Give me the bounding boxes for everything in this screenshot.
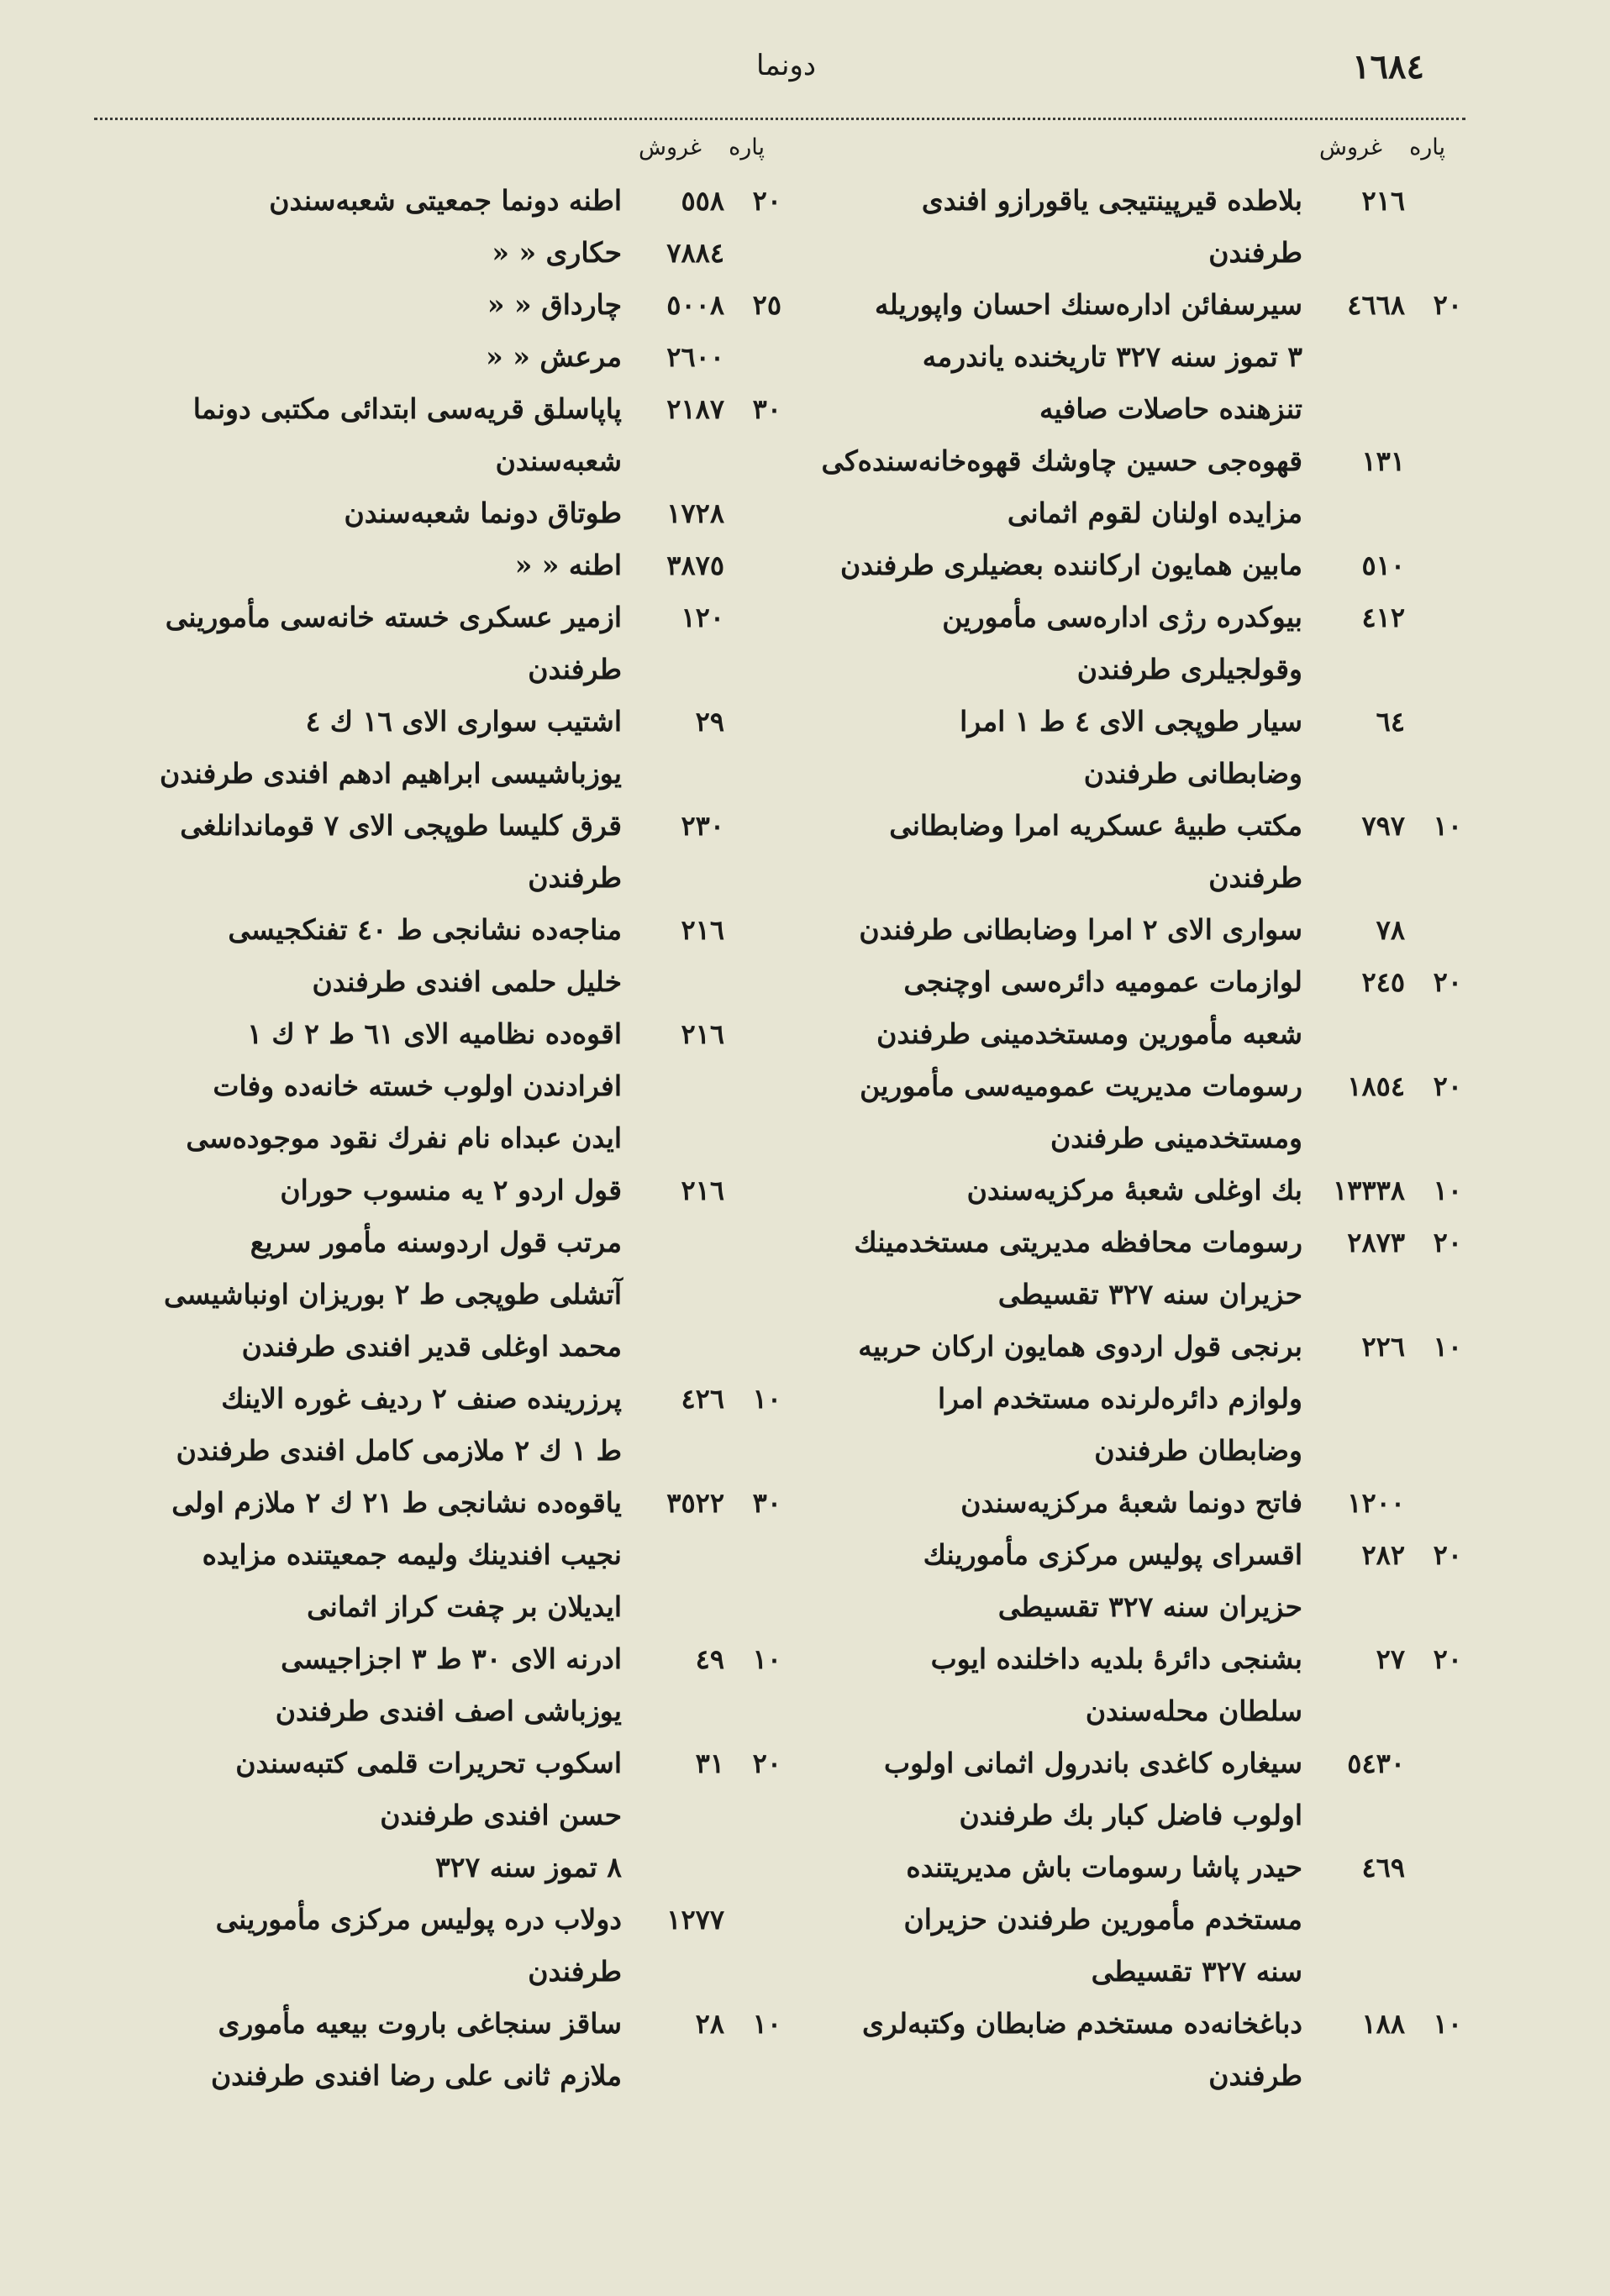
amount xyxy=(1302,956,1462,1008)
ledger-entry xyxy=(790,1321,1462,1477)
amount xyxy=(622,383,781,435)
ledger-entry xyxy=(109,383,781,487)
amount-para xyxy=(738,800,781,852)
amount-para: ٢٠ xyxy=(1433,1643,1462,1675)
amount xyxy=(622,279,781,331)
amount-para: ٢٠ xyxy=(1433,289,1462,321)
entry-description: ساقز سنجاغی باروت بیعیه مأموری ملازم ثانی علی رضا افندی طرفندن xyxy=(210,2007,622,2092)
entry-description: قرق کلیسا طوپجی الای ٧ قوماندانلغی طرفندن xyxy=(180,809,622,894)
amount xyxy=(622,227,781,279)
amount-para xyxy=(1418,591,1462,644)
amount xyxy=(1302,1633,1462,1685)
amount xyxy=(1302,800,1462,852)
header-divider xyxy=(94,118,1465,120)
amount-para xyxy=(1418,1842,1462,1894)
amount xyxy=(622,1164,781,1216)
amount-para: ١٠ xyxy=(1433,2008,1462,2040)
entry-description: برنجی قول اردوی همایون ارکان حربیه ولوازم دائره‌لرنده مستخدم امرا وضابطان طرفندن xyxy=(858,1330,1302,1467)
entry-description: اشتیب سواری الای ١٦ ك ٤ یوزباشیسی ابراهیم ادهم افندی طرفندن xyxy=(159,705,622,790)
amount-gurush: ١٧٢٨ xyxy=(666,497,724,529)
ledger-entry xyxy=(790,956,1462,1060)
ledger-entry xyxy=(109,1477,781,1633)
ledger-entry xyxy=(790,591,1462,696)
running-title: دونما xyxy=(756,49,817,82)
amount-para: ٢٠ xyxy=(1433,1227,1462,1258)
ledger-entry xyxy=(790,435,1462,539)
ledger-entry xyxy=(109,539,781,591)
entry-description: پاپاسلق قریه‌سی ابتدائی مکتبی دونما شعبه‌سندن xyxy=(192,392,622,477)
amount-para: ١٠ xyxy=(752,1643,781,1675)
amount-para xyxy=(738,227,781,279)
ledger-entry xyxy=(109,1894,781,1998)
amount-para: ١٠ xyxy=(752,1383,781,1415)
entry-description: رسومات محافظه مدیریتی مستخدمینك حزیران سنه ٣٢٧ تقسیطی xyxy=(854,1226,1302,1311)
left-column xyxy=(109,126,781,2277)
amount xyxy=(622,904,781,956)
entry-description: ازمیر عسکری خسته خانه‌سی مأمورینی طرفندن xyxy=(165,601,622,686)
para-label: پاره xyxy=(729,134,765,160)
amount-gurush: ٢١٦ xyxy=(681,914,724,946)
entry-description: بلاطده قیرپینتیجی یاقورازو افندی طرفندن xyxy=(921,184,1302,269)
amount-para: ٢٠ xyxy=(752,1747,781,1779)
entry-description: چارداق « « xyxy=(487,288,622,321)
amount xyxy=(622,487,781,539)
amount-para: ١٠ xyxy=(1433,1331,1462,1363)
amount xyxy=(622,800,781,852)
entry-description: یاقوه‌ده نشانجی ط ٢١ ك ٢ ملازم اولی نجیب افندینك ولیمه جمعیتنده مزایده ایدیلان بر چفت کراز اثمانی xyxy=(171,1486,622,1623)
entry-description: اقوه‌ده نظامیه الای ٦١ ط ٢ ك ١ افرادندن اولوب خسته خانه‌ده وفات ایدن عبداه نام نفرك نقود موجوده‌سی xyxy=(186,1017,622,1154)
entry-description: اقسرای پولیس مرکزی مأمورینك حزیران سنه ٣٢٧ تقسیطی xyxy=(923,1538,1302,1623)
amount-para xyxy=(1418,539,1462,591)
entry-description: اطنه « « xyxy=(514,549,622,581)
amount-gurush: ١٣١ xyxy=(1361,445,1405,477)
amount-gurush: ٧٨٨٤ xyxy=(666,237,724,269)
amount-para xyxy=(1418,904,1462,956)
amount xyxy=(1302,1737,1462,1789)
amount-gurush: ٢٨ xyxy=(695,2008,724,2040)
amount-gurush: ٧٨ xyxy=(1376,914,1405,946)
column-header xyxy=(790,126,1462,175)
entry-description: بیوکدره رژی اداره‌سی مأمورین وقولجیلری طرفندن xyxy=(942,601,1302,686)
amount-para xyxy=(738,696,781,748)
entry-description: قول اردو ٢ یه منسوب حوران مرتب قول اردوسنه مأمور سریع آتشلی طوپجی ط ٢ بوریزان اونباشیسی محمد اوغلی قدیر افندی طرفندن xyxy=(163,1174,622,1363)
amount xyxy=(622,1998,781,2050)
page-number: ١٦٨٤ xyxy=(1352,47,1424,87)
amount-para: ٣٠ xyxy=(752,1487,781,1519)
entry-description: فاتح دونما شعبهٔ مرکزیه‌سندن xyxy=(960,1486,1302,1519)
amount-para xyxy=(738,1008,781,1060)
amount-gurush: ٥٥٨ xyxy=(681,185,724,217)
ledger-entry xyxy=(109,904,781,1008)
amount-gurush: ٣٥٢٢ xyxy=(666,1487,724,1519)
amount-gurush: ٧٩٧ xyxy=(1361,810,1405,842)
amount xyxy=(1302,279,1462,331)
ledger-entry xyxy=(109,1737,781,1894)
amount-gurush: ٢١٦ xyxy=(681,1018,724,1050)
amount xyxy=(622,1477,781,1529)
ledger-entry xyxy=(109,1633,781,1737)
amount-gurush: ١٢٠ xyxy=(681,602,724,633)
amount xyxy=(1302,1321,1462,1373)
amount-gurush: ٢٨٢ xyxy=(1361,1539,1405,1571)
amount-gurush: ٢٩ xyxy=(695,706,724,738)
ledger-entry xyxy=(109,800,781,904)
amount-para xyxy=(738,1894,781,1946)
amount-gurush: ٤١٢ xyxy=(1361,602,1405,633)
amount-gurush: ٢٧ xyxy=(1376,1643,1405,1675)
amount-para xyxy=(1418,435,1462,487)
amount xyxy=(622,1894,781,1946)
amount-gurush: ٤٢٦ xyxy=(681,1383,724,1415)
entry-description: اطنه دونما جمعیتی شعبه‌سندن xyxy=(269,184,622,217)
amount-para: ٢٥ xyxy=(752,289,781,321)
column-header xyxy=(109,126,781,175)
ledger-entry xyxy=(109,487,781,539)
amount-para xyxy=(738,539,781,591)
amount-para xyxy=(1418,696,1462,748)
entry-description: ادرنه الای ٣٠ ط ٣ اجزاجیسی یوزباشی اصف افندی طرفندن xyxy=(275,1642,622,1727)
entry-description: مکتب طبیهٔ عسکریه امرا وضابطانی طرفندن xyxy=(889,809,1302,894)
amount-para: ١٠ xyxy=(1433,810,1462,842)
amount-gurush: ٢١٦ xyxy=(681,1174,724,1206)
entry-description: سیار طوپجی الای ٤ ط ١ امرا وضابطانی طرفندن xyxy=(960,705,1302,790)
amount-para xyxy=(1418,1737,1462,1789)
page-header xyxy=(92,42,1471,92)
amount-gurush: ١٢٠٠ xyxy=(1347,1487,1405,1519)
amount xyxy=(622,696,781,748)
amount-para: ١٠ xyxy=(1433,1174,1462,1206)
ledger-entry xyxy=(790,1842,1462,1998)
amount-gurush: ١٢٧٧ xyxy=(666,1904,724,1936)
amount-para: ٢٠ xyxy=(752,185,781,217)
ledger-entry xyxy=(109,279,781,331)
amount-gurush: ١٣٣٣٨ xyxy=(1333,1174,1405,1206)
entry-description: سیغاره کاغدی باندرول اثمانی اولوب اولوب فاضل کبار بك طرفندن xyxy=(884,1747,1302,1831)
entry-description: حیدر پاشا رسومات باش مدیریتنده مستخدم مأمورین طرفندن حزیران سنه ٣٢٧ تقسیطی xyxy=(903,1851,1302,1988)
amount xyxy=(1302,1216,1462,1269)
ledger-entry xyxy=(790,800,1462,904)
amount xyxy=(622,539,781,591)
amount-gurush: ٥٠٠٨ xyxy=(666,289,724,321)
ledger-entry xyxy=(790,175,1462,279)
amount xyxy=(622,591,781,644)
ledger-entry xyxy=(790,904,1462,956)
ledger-entry xyxy=(790,539,1462,591)
entry-description: بشنجی دائرهٔ بلدیه داخلنده ایوب سلطان محله‌سندن xyxy=(930,1642,1302,1727)
amount-para xyxy=(738,331,781,383)
ledger-entry xyxy=(109,175,781,227)
amount-para xyxy=(1418,1477,1462,1529)
ledger-entry xyxy=(109,1164,781,1373)
entry-description: لوازمات عمومیه دائره‌سی اوچنجی شعبه مأمورین ومستخدمینی طرفندن xyxy=(876,965,1302,1050)
amount xyxy=(1302,904,1462,956)
amount xyxy=(1302,1060,1462,1112)
entry-description: سواری الای ٢ امرا وضابطانی طرفندن xyxy=(859,913,1302,946)
entry-description: مرعش « « xyxy=(486,340,622,373)
entry-description: مابین همایون ارکاننده بعضیلری طرفندن xyxy=(840,549,1302,581)
amount-gurush: ٣٨٧٥ xyxy=(666,549,724,581)
amount-para xyxy=(738,591,781,644)
amount xyxy=(1302,696,1462,748)
amount-gurush: ٢٢٦ xyxy=(1361,1331,1405,1363)
amount-para xyxy=(738,1164,781,1216)
entry-description: قهوه‌جی حسین چاوشك قهوه‌خانه‌سنده‌کی مزایده اولنان لقوم اثمانی xyxy=(821,444,1302,529)
amount-gurush: ٤٦٦٨ xyxy=(1347,289,1405,321)
ledger-entry xyxy=(109,227,781,279)
right-column xyxy=(790,126,1462,2277)
amount-gurush: ٢٨٧٣ xyxy=(1347,1227,1405,1258)
amount xyxy=(1302,1529,1462,1581)
ledger-entry xyxy=(109,696,781,800)
amount xyxy=(1302,591,1462,644)
ledger-entry xyxy=(109,331,781,383)
entry-description: رسومات مدیریت عمومیه‌سی مأمورین ومستخدمینی طرفندن xyxy=(860,1069,1302,1154)
amount xyxy=(622,331,781,383)
entry-description: طوتاق دونما شعبه‌سندن xyxy=(344,497,622,529)
amount-gurush: ٤٩ xyxy=(695,1643,724,1675)
entry-description: اسکوب تحریرات قلمی کتبه‌سندن حسن افندی طرفندن ٨ تموز سنه ٣٢٧ xyxy=(235,1747,622,1884)
amount-gurush: ٢١٨٧ xyxy=(666,393,724,425)
ledger-entry xyxy=(109,1008,781,1164)
ledger-entry xyxy=(790,696,1462,800)
entry-description: پرزرینده صنف ٢ ردیف غوره الاینك ط ١ ك ٢ ملازمی کامل افندی طرفندن xyxy=(176,1382,622,1467)
amount xyxy=(622,1633,781,1685)
amount-gurush: ٢٦٠٠ xyxy=(666,341,724,373)
amount xyxy=(1302,1842,1462,1894)
amount xyxy=(1302,175,1462,227)
entry-description: دولاب دره پولیس مرکزی مأمورینی طرفندن xyxy=(215,1903,622,1988)
amount xyxy=(1302,1164,1462,1216)
entry-description: مناجه‌ده نشانجی ط ٤٠ تفنکجیسی خلیل حلمی افندی طرفندن xyxy=(228,913,622,998)
amount-gurush: ٣١ xyxy=(695,1747,724,1779)
ledger-entry xyxy=(790,1633,1462,1737)
gurush-label: غروش xyxy=(638,134,702,160)
amount xyxy=(1302,1998,1462,2050)
amount-gurush: ٥١٠ xyxy=(1361,549,1405,581)
ledger-entry xyxy=(790,279,1462,435)
amount xyxy=(622,1737,781,1789)
entry-description: بك اوغلی شعبهٔ مرکزیه‌سندن xyxy=(966,1174,1302,1206)
entry-description: دباغخانه‌ده مستخدم ضابطان وکتبه‌لری طرفندن xyxy=(862,2007,1302,2092)
amount-gurush: ٤٦٩ xyxy=(1361,1852,1405,1884)
para-label: پاره xyxy=(1409,134,1445,160)
amount-gurush: ٢١٦ xyxy=(1361,185,1405,217)
ledger-entry xyxy=(790,1998,1462,2102)
amount xyxy=(622,175,781,227)
amount-para: ٣٠ xyxy=(752,393,781,425)
amount xyxy=(1302,1477,1462,1529)
ledger-entry xyxy=(790,1477,1462,1529)
ledger-entry xyxy=(790,1529,1462,1633)
amount-para: ١٠ xyxy=(752,2008,781,2040)
entry-description: حکاری « « xyxy=(492,236,622,269)
amount-gurush: ٥٤٣٠ xyxy=(1347,1747,1405,1779)
entry-description: سیرسفائن اداره‌سنك احسان واپوریله ٣ تموز سنه ٣٢٧ تاریخنده یاندرمه تنزهنده حاصلات صافیه xyxy=(874,288,1302,425)
amount-para xyxy=(1418,175,1462,227)
amount-gurush: ٢٤٥ xyxy=(1361,966,1405,998)
amount-para: ٢٠ xyxy=(1433,966,1462,998)
amount xyxy=(622,1008,781,1060)
amount-para xyxy=(738,904,781,956)
amount-gurush: ٦٤ xyxy=(1376,706,1405,738)
amount-para xyxy=(738,487,781,539)
ledger-entry xyxy=(109,1998,781,2102)
ledger-entry xyxy=(109,1373,781,1477)
amount xyxy=(1302,435,1462,487)
amount-gurush: ٢٣٠ xyxy=(681,810,724,842)
ledger-entry xyxy=(790,1060,1462,1164)
amount-gurush: ١٨٥٤ xyxy=(1347,1070,1405,1102)
amount xyxy=(622,1373,781,1425)
ledger-entry xyxy=(109,591,781,696)
amount-para: ٢٠ xyxy=(1433,1539,1462,1571)
ledger-entry xyxy=(790,1216,1462,1321)
ledger-entry xyxy=(790,1164,1462,1216)
ledger-entry xyxy=(790,1737,1462,1842)
amount xyxy=(1302,539,1462,591)
amount-gurush: ١٨٨ xyxy=(1361,2008,1405,2040)
amount-para: ٢٠ xyxy=(1433,1070,1462,1102)
gurush-label: غروش xyxy=(1318,134,1382,160)
